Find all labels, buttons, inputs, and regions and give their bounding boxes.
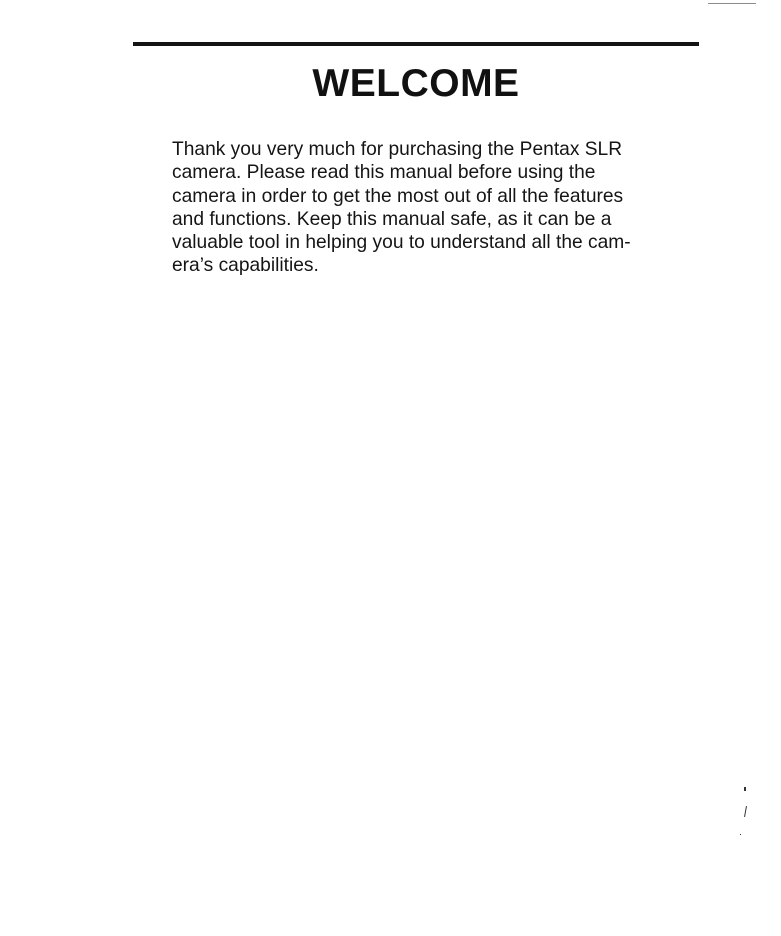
welcome-paragraph: [172, 138, 662, 278]
scan-speck: [740, 834, 741, 835]
paragraph-line: and functions. Keep this manual safe, as it can be a: [172, 208, 612, 230]
paragraph-line: camera in order to get the most out of all the features: [172, 185, 624, 207]
paragraph-line: valuable tool in helping you to understand all the cam-: [172, 232, 631, 254]
paragraph-line: Thank you very much for purchasing the Pentax SLR: [172, 139, 623, 160]
paragraph-line: camera. Please read this manual before using the: [172, 162, 596, 184]
scan-speck: [744, 806, 747, 817]
page-title: WELCOME: [312, 62, 520, 105]
paragraph-line: era’s capabilities.: [172, 255, 319, 277]
scan-speck: [744, 787, 746, 791]
corner-scan-mark: [708, 3, 756, 4]
top-rule: [133, 42, 699, 46]
